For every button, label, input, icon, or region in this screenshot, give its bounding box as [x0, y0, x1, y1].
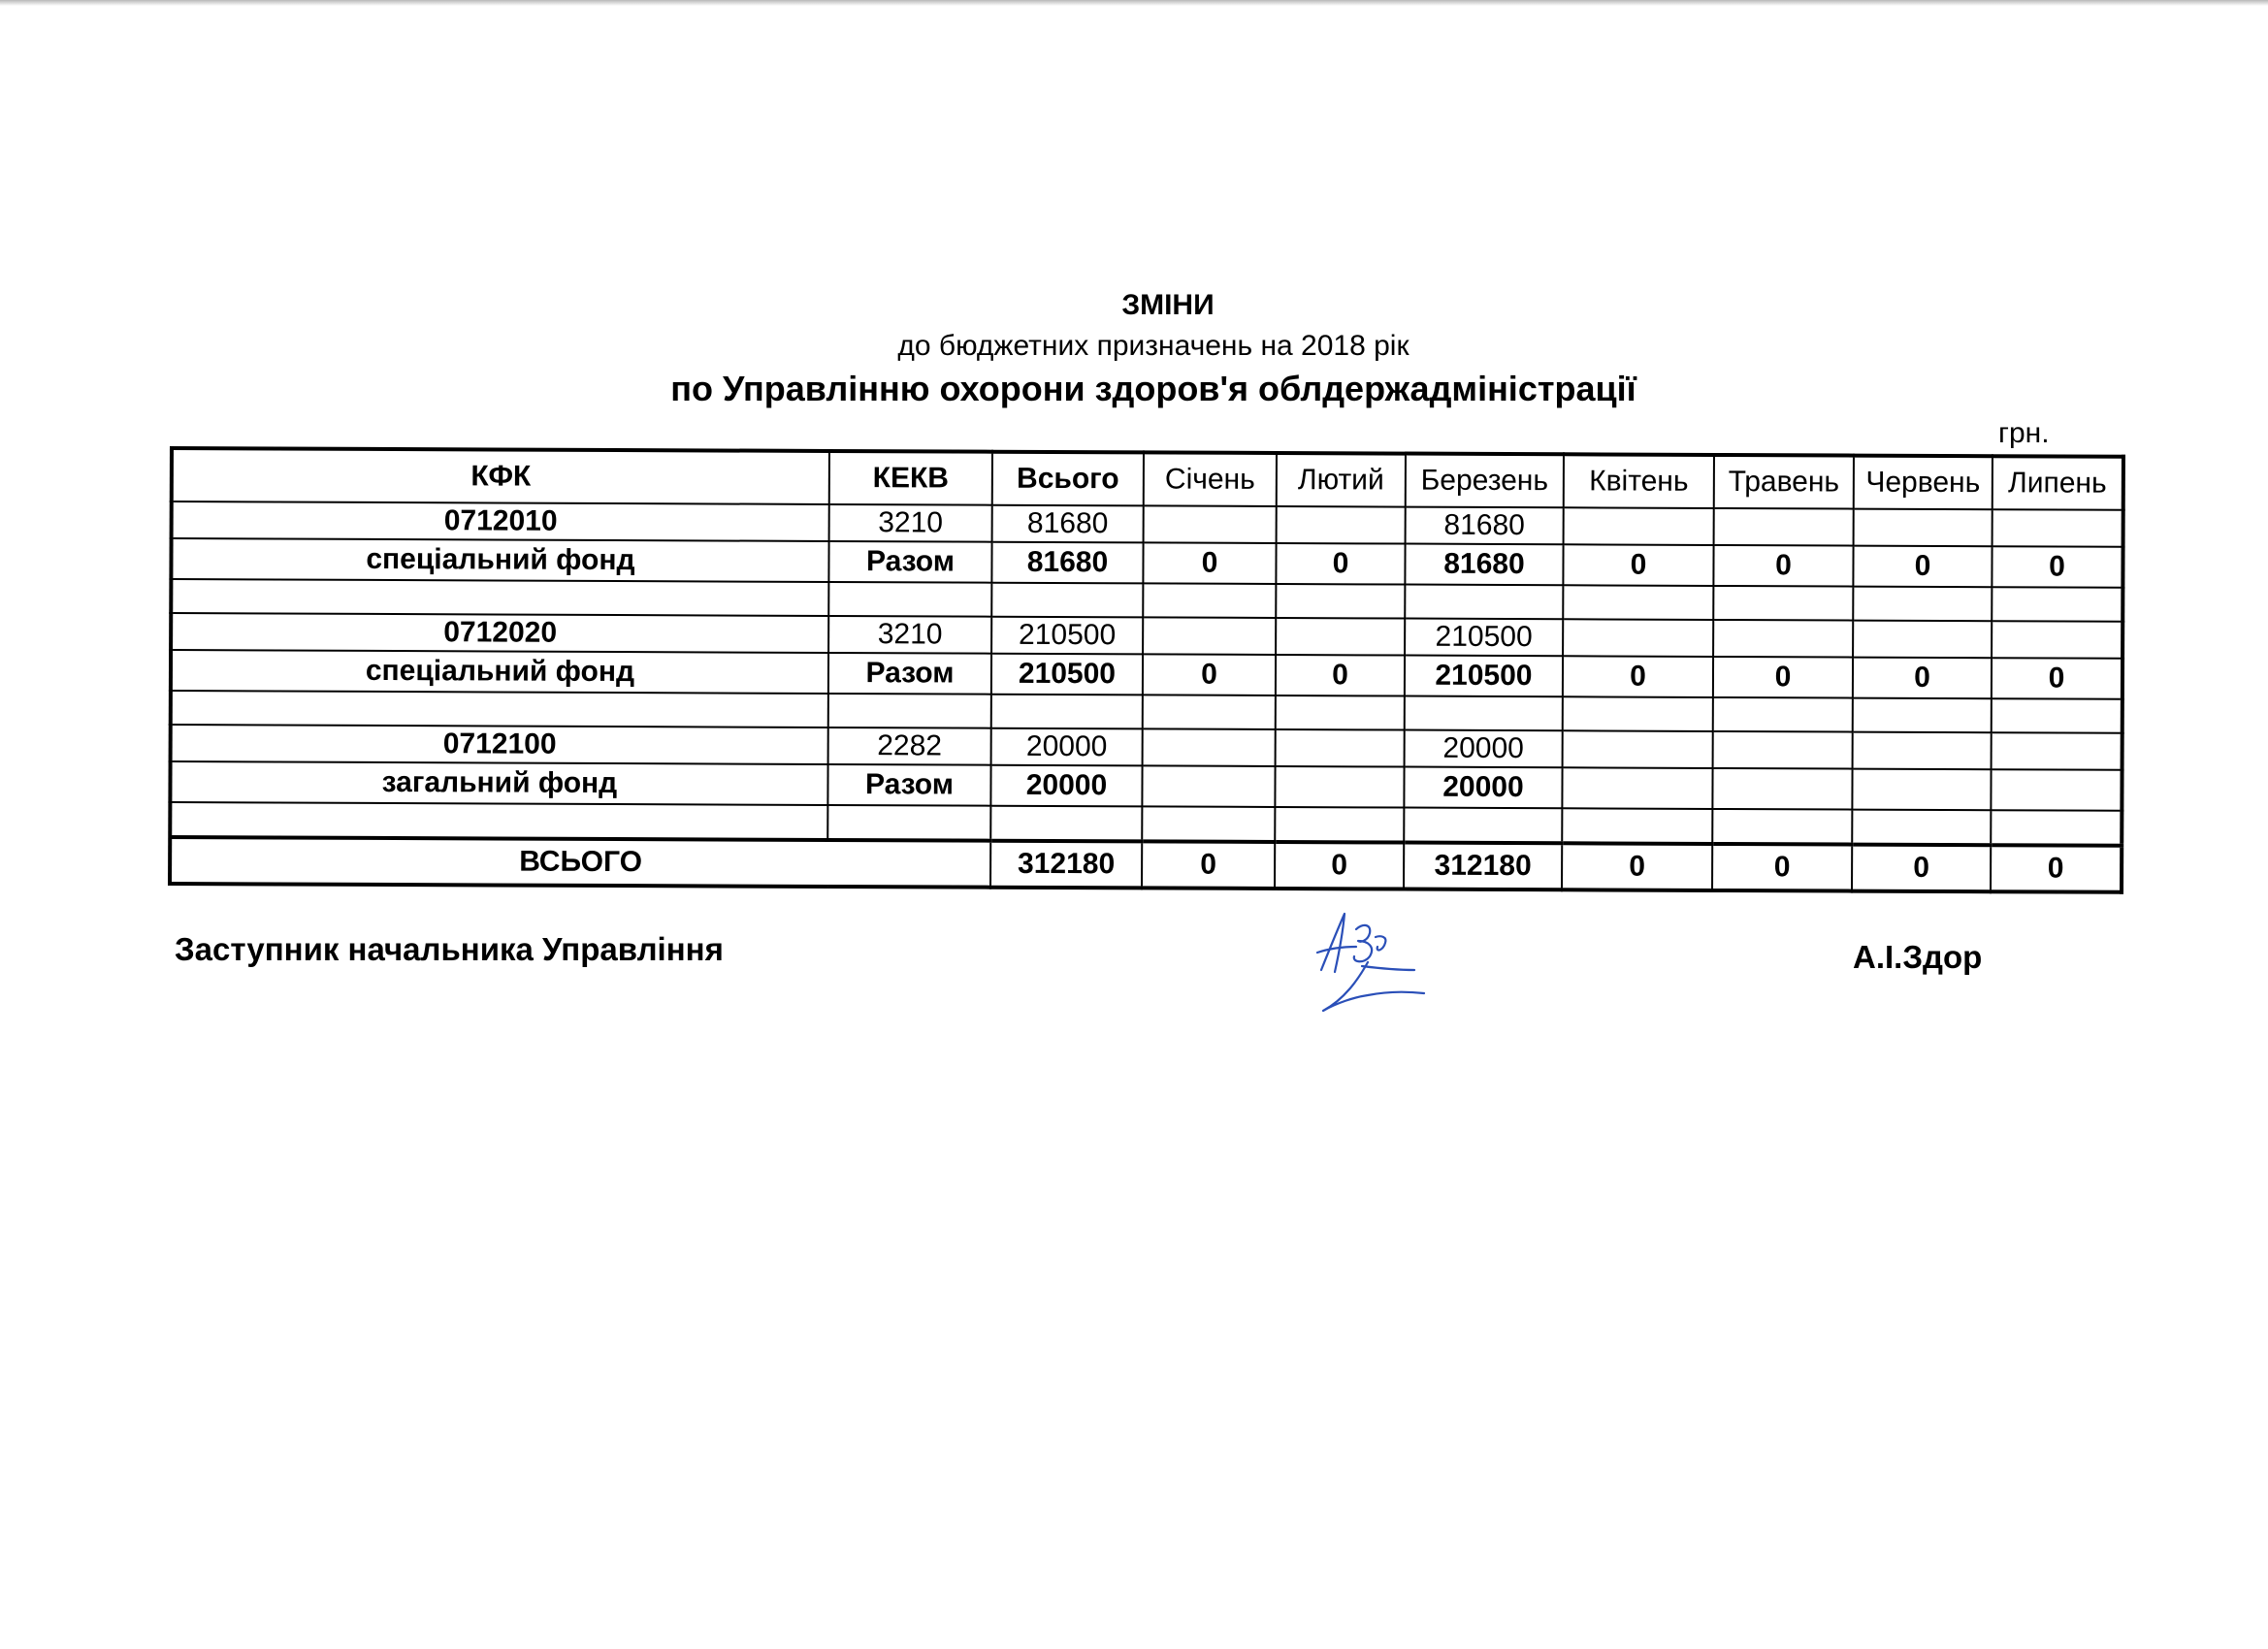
sum-july: 0 — [1992, 546, 2122, 588]
sum-february — [1275, 766, 1404, 808]
cell-june — [1853, 621, 1992, 659]
sum-march: 81680 — [1405, 544, 1563, 586]
sum-june: 0 — [1853, 658, 1992, 699]
fund-label: спеціальний фонд — [171, 650, 828, 694]
cell-march: 210500 — [1405, 619, 1563, 657]
cell-march: 81680 — [1406, 507, 1564, 545]
sum-april: 0 — [1563, 656, 1713, 697]
kfk-code: 0712100 — [171, 725, 828, 764]
cell-may — [1714, 508, 1854, 546]
sum-april: 0 — [1563, 544, 1713, 586]
cell-january — [1144, 505, 1277, 543]
kekv-code: 3210 — [828, 616, 991, 654]
cell-may — [1713, 731, 1853, 769]
handwritten-signature — [1300, 902, 1436, 1018]
sum-label: Разом — [828, 541, 991, 583]
sum-july: 0 — [1992, 658, 2122, 699]
grand-total-may: 0 — [1712, 844, 1852, 891]
header-total: Всього — [992, 452, 1144, 506]
cell-june — [1853, 732, 1992, 770]
sum-july — [1991, 769, 2122, 811]
cell-july — [1993, 509, 2123, 547]
sum-january — [1142, 765, 1275, 807]
header-february: Лютий — [1277, 453, 1406, 507]
sum-total: 81680 — [991, 542, 1143, 584]
header-row — [172, 448, 2123, 510]
scan-edge — [0, 0, 2268, 6]
currency-unit: грн. — [1998, 417, 2050, 449]
cell-april — [1563, 619, 1713, 657]
grand-total-label: ВСЬОГО — [170, 837, 990, 888]
sum-label: Разом — [827, 764, 990, 806]
grand-total-all: 312180 — [990, 841, 1142, 889]
sum-june — [1852, 769, 1991, 811]
kfk-code: 0712010 — [172, 501, 829, 541]
sum-january: 0 — [1143, 654, 1276, 695]
grand-total-march: 312180 — [1404, 843, 1562, 890]
header-april: Квітень — [1564, 454, 1714, 508]
cell-january — [1143, 728, 1276, 766]
header-july: Липень — [1993, 456, 2123, 510]
kfk-code: 0712020 — [171, 613, 828, 653]
sum-march: 210500 — [1405, 656, 1563, 697]
cell-april — [1563, 730, 1713, 768]
cell-march: 20000 — [1405, 730, 1563, 768]
cell-february — [1277, 506, 1406, 544]
sum-april — [1562, 767, 1712, 809]
fund-label: загальний фонд — [170, 761, 827, 805]
cell-may — [1713, 620, 1853, 658]
sum-total: 210500 — [991, 654, 1143, 695]
sum-january: 0 — [1143, 542, 1276, 584]
cell-april — [1564, 507, 1714, 545]
sum-february: 0 — [1276, 655, 1405, 696]
cell-july — [1992, 621, 2122, 659]
budget-table — [168, 446, 2125, 894]
row-total: 210500 — [991, 617, 1143, 655]
cell-january — [1143, 617, 1276, 655]
sum-label: Разом — [828, 653, 991, 695]
header-kfk: КФК — [172, 448, 829, 504]
cell-july — [1992, 732, 2122, 770]
cell-june — [1854, 509, 1993, 547]
sum-may: 0 — [1713, 657, 1853, 698]
sum-total: 20000 — [990, 765, 1142, 807]
row-total: 81680 — [992, 505, 1144, 543]
document-subtitle: до бюджетних призначень на 2018 рік — [897, 330, 1409, 362]
signatory-name: А.І.Здор — [1853, 939, 1983, 975]
cell-february — [1276, 618, 1405, 656]
fund-label: спеціальний фонд — [171, 538, 828, 582]
sum-february: 0 — [1276, 543, 1405, 585]
header-march: Березень — [1406, 454, 1564, 508]
sum-march: 20000 — [1404, 767, 1562, 809]
cell-february — [1276, 729, 1405, 767]
sum-may — [1712, 768, 1852, 810]
signatory-position: Заступник начальника Управління — [175, 931, 724, 967]
sum-june: 0 — [1853, 546, 1992, 588]
kekv-code: 2282 — [828, 728, 991, 765]
row-total: 20000 — [991, 728, 1143, 766]
header-may: Травень — [1714, 455, 1854, 509]
grand-total-row — [170, 837, 2122, 892]
header-january: Січень — [1144, 452, 1277, 506]
grand-total-april: 0 — [1562, 843, 1712, 890]
grand-total-january: 0 — [1142, 841, 1275, 889]
grand-total-february: 0 — [1275, 842, 1404, 889]
document-organization: по Управлінню охорони здоров'я облдержадміністрації — [670, 369, 1636, 408]
sum-may: 0 — [1713, 545, 1853, 587]
kekv-code: 3210 — [829, 504, 992, 542]
grand-total-june: 0 — [1852, 845, 1991, 892]
grand-total-july: 0 — [1991, 845, 2122, 892]
document-title: ЗМІНИ — [1121, 289, 1215, 321]
header-kekv: КЕКВ — [829, 451, 992, 505]
header-june: Червень — [1854, 456, 1993, 510]
